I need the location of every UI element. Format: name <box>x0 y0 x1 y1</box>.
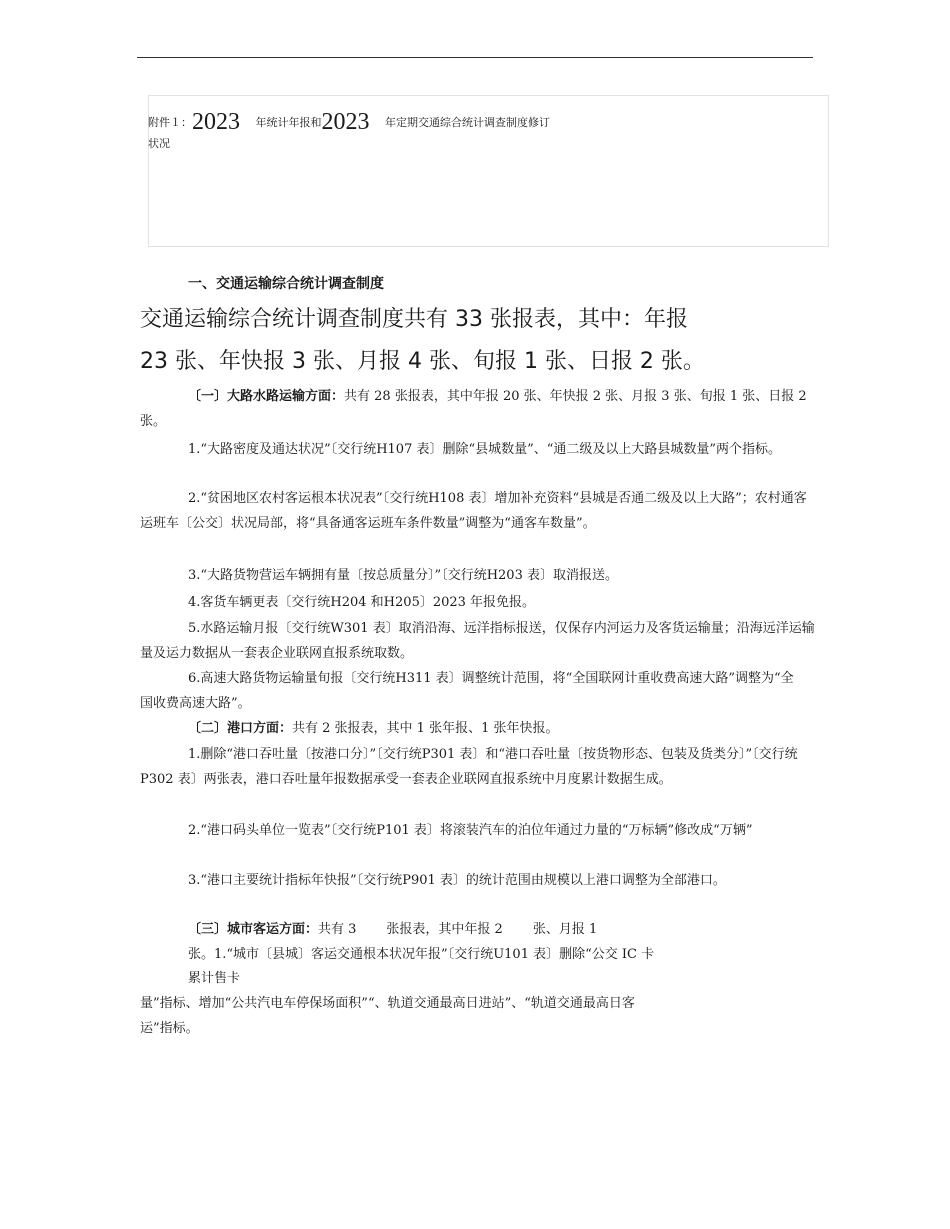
urban-line-4: 量”指标、增加“公共汽电车停保场面积”“、轨道交通最高日进站”、“轨道交通最高日客 <box>140 996 635 1011</box>
urban-heading: 〔三〕城市客运方面： <box>188 922 319 937</box>
attachment-year-2: 2023 <box>321 109 370 135</box>
urban-intro-a: 共有 3 <box>318 922 357 937</box>
port-intro-text: 共有 2 张报表，其中 1 张年报、1 张年快报。 <box>292 721 559 736</box>
attachment-title-line2: 状况 <box>148 137 170 150</box>
summary-line-1: 交通运输综合统计调查制度共有 33 张报表，其中：年报 <box>140 307 688 332</box>
port-heading: 〔二〕港口方面： <box>188 721 293 736</box>
urban-intro-b: 张报表，其中年报 2 <box>386 922 503 937</box>
road-water-heading: 〔一〕大路水路运输方面： <box>188 389 345 404</box>
section-heading: 一、交通运输综合统计调查制度 <box>188 276 384 292</box>
header-rule <box>137 57 813 58</box>
port-intro <box>140 716 816 741</box>
road-water-intro-text: 共有 28 张报表，其中年报 20 张、年快报 2 张、月报 3 张、旬报 1 张、日报 2 张。 <box>140 389 807 429</box>
attachment-title <box>148 109 550 135</box>
summary-line-2: 23 张、年快报 3 张、月报 4 张、旬报 1 张、日报 2 张。 <box>140 349 705 374</box>
urban-intro <box>188 918 597 937</box>
port-item-2: 2.“港口码头单位一览表”〔交行统P101 表〕将滚装汽车的泊位年通过力量的“万标辆”修改成“万辆” <box>188 823 753 838</box>
attachment-year-1: 2023 <box>192 109 240 135</box>
urban-line-3: 累计售卡 <box>188 971 241 986</box>
urban-line-2: 张。1.“城市〔县城〕客运交通根本状况年报”〔交行统U101 表〕删除“公交 IC 卡 <box>188 947 655 962</box>
attachment-prefix: 附件１： <box>148 116 192 129</box>
port-item-1: 1.删除“港口吞吐量〔按港口分〕”〔交行统P301 表〕和“港口吞吐量〔按货物形态、包装及货类分〕”〔交行统P302 表〕两张表，港口吞吐量年报数据承受一套表企业联网直报系统中月度累计数据生成。 <box>140 747 798 787</box>
road-water-item-2: 2.“贫困地区农村客运根本状况表”〔交行统H108 表〕增加补充资料“县城是否通二级及以上大路”；农村通客运班车〔公交〕状况局部，将“具备通客运班车条件数量”调整为“通客车数量”。 <box>140 491 807 531</box>
road-water-intro <box>140 384 816 434</box>
attachment-suffix: 年定期交通综合统计调查制度修订 <box>385 116 550 129</box>
port-item-3: 3.“港口主要统计指标年快报”〔交行统P901 表〕的统计范围由规模以上港口调整为全部港口。 <box>188 873 726 888</box>
urban-line-5: 运”指标。 <box>140 1021 199 1036</box>
road-water-item-6: 6.高速大路货物运输量旬报〔交行统H311 表〕调整统计范围，将“全国联网计重收费高速大路”调整为“全国收费高速大路”。 <box>140 671 794 711</box>
road-water-item-5: 5.水路运输月报〔交行统W301 表〕取消沿海、远洋指标报送，仅保存内河运力及客货运输量；沿海远洋运输量及运力数据从一套表企业联网直报系统取数。 <box>140 621 815 661</box>
attachment-mid: 年统计年报和 <box>255 116 322 129</box>
urban-intro-c: 张、月报 1 <box>532 922 598 937</box>
road-water-item-3: 3.“大路货物营运车辆拥有量〔按总质量分〕”〔交行统H203 表〕取消报送。 <box>188 568 618 583</box>
road-water-item-4: 4.客货车辆更表〔交行统H204 和H205〕2023 年报免报。 <box>188 595 536 610</box>
road-water-item-1: 1.“大路密度及通达状况”〔交行统H107 表〕删除“县城数量”、“通二级及以上大路县城数量”两个指标。 <box>188 442 782 457</box>
